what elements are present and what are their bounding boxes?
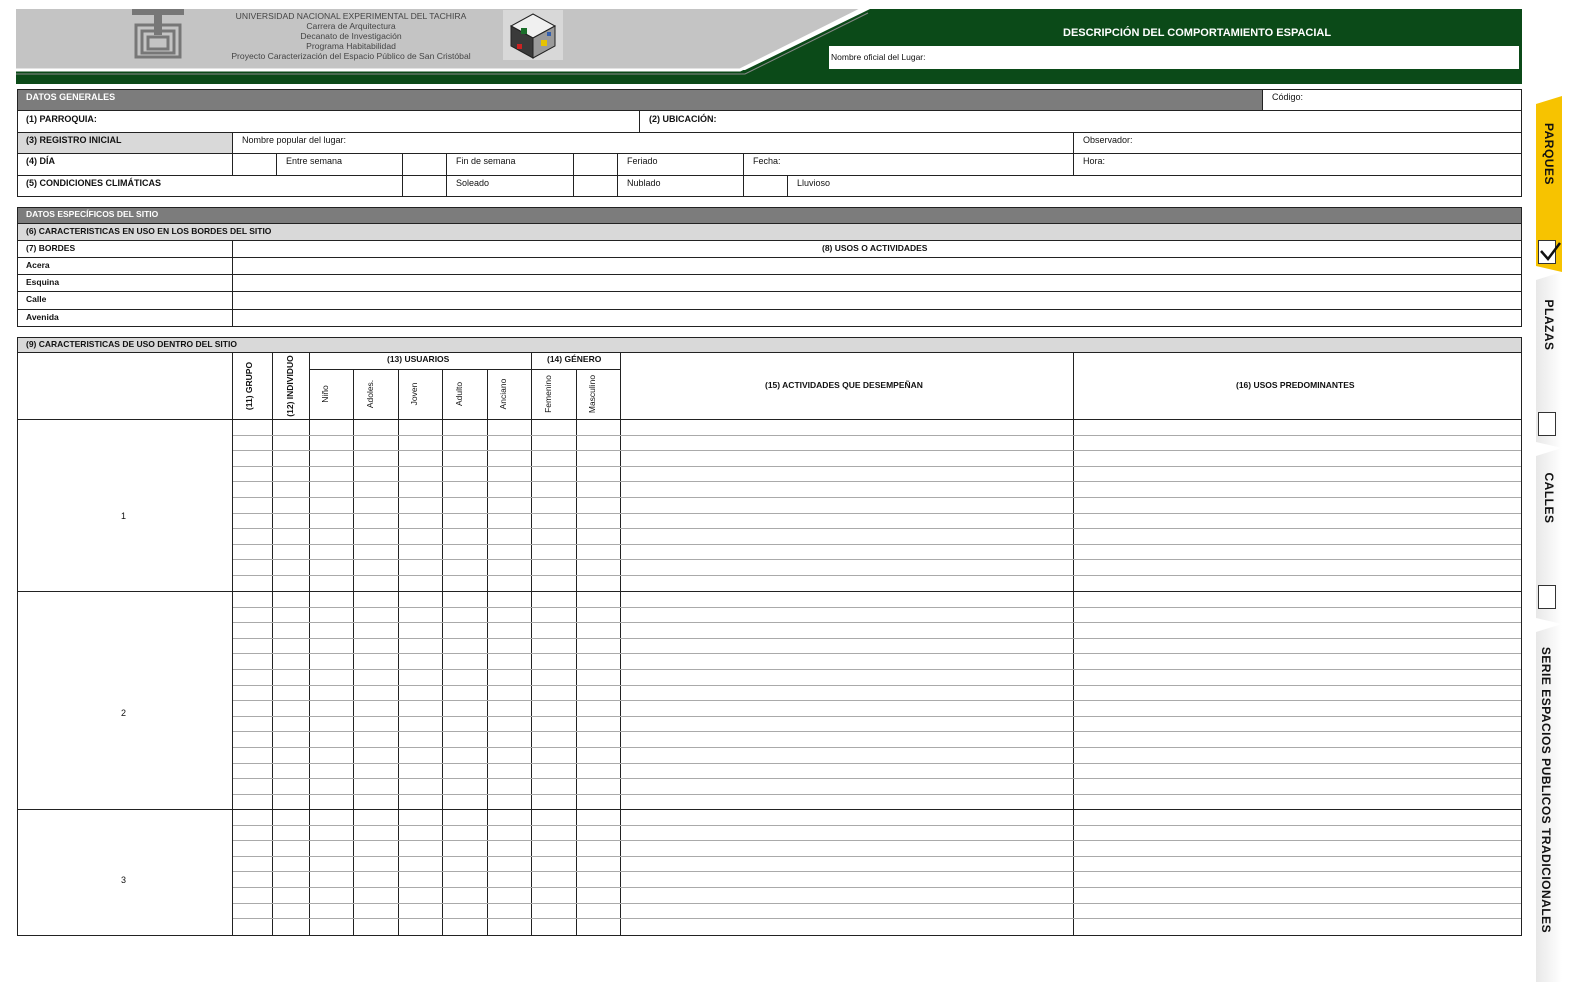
grid-line-h [17, 809, 1522, 810]
official-name-label[interactable]: Nombre oficial del Lugar: [831, 52, 926, 62]
grid-row-line [233, 887, 1521, 888]
grid-row-line [233, 840, 1521, 841]
soleado-option[interactable]: Soleado [456, 178, 490, 188]
grid-row-line [233, 638, 1521, 639]
genero-masculino: Masculino [587, 374, 597, 414]
nublado-option[interactable]: Nublado [627, 178, 661, 188]
grid-row-line [233, 794, 1521, 795]
grid-line-h [17, 419, 1522, 420]
fecha-field[interactable]: Fecha: [753, 156, 781, 166]
usos-column-header: (8) USOS O ACTIVIDADES [822, 243, 928, 253]
grid-row-line [233, 466, 1521, 467]
grid-row-line [233, 622, 1521, 623]
institution-name: UNIVERSIDAD NACIONAL EXPERIMENTAL DEL TACHIRA [235, 11, 467, 21]
grid-line-h [309, 369, 621, 370]
grid-line-v [620, 352, 621, 935]
dia-label: (4) DÍA [26, 156, 55, 166]
grid-line-v [487, 369, 488, 935]
grid-line-h [17, 352, 1522, 353]
grid-row-line [233, 528, 1521, 529]
lluvioso-option[interactable]: Lluvioso [797, 178, 831, 188]
parques-checkbox[interactable] [1538, 240, 1556, 264]
institution-project: Proyecto Caracterización del Espacio Público de San Cristóbal [231, 51, 471, 61]
grid-row-line [233, 903, 1521, 904]
grid-row-line [233, 685, 1521, 686]
block-number-2: 2 [121, 708, 127, 718]
grid-line-v [398, 369, 399, 935]
grid-row-line [233, 825, 1521, 826]
grid-row-line [233, 747, 1521, 748]
block-number-3: 3 [121, 875, 127, 885]
border-row-acera: Acera [26, 260, 50, 270]
usuario-adulto: Adulto [454, 381, 464, 407]
grid-line-v [531, 369, 532, 935]
grid-row-line [233, 669, 1521, 670]
grid-row-line [233, 871, 1521, 872]
border-row-avenida: Avenida [26, 312, 59, 322]
grid-line-h [17, 591, 1522, 592]
datos-generales-title: DATOS GENERALES [26, 92, 116, 102]
block-number-1: 1 [121, 511, 127, 521]
usos-predominantes-header: (16) USOS PREDOMINANTES [1236, 380, 1355, 390]
grid-line-v [442, 369, 443, 935]
individuo-header: (12) INDIVIDUO [285, 355, 295, 417]
grid-row-line [233, 544, 1521, 545]
grid-line-v [272, 352, 273, 935]
usuarios-header: (13) USUARIOS [387, 354, 450, 364]
side-tabs-background [1528, 96, 1587, 982]
tab-serie-espacios: SERIE ESPACIOS PUBLICOS TRADICIONALES [1539, 646, 1553, 934]
usuario-joven: Joven [409, 382, 419, 406]
usuario-adolescente: Adoles. [365, 379, 375, 409]
grid-row-line [233, 575, 1521, 576]
grid-row-line [233, 653, 1521, 654]
grupo-header: (11) GRUPO [244, 361, 254, 411]
grid-row-line [233, 513, 1521, 514]
project-cube-logo-icon [503, 10, 563, 60]
grid-line-v [531, 352, 532, 369]
genero-femenino: Femenino [543, 375, 553, 413]
ubicacion-field[interactable]: (2) UBICACIÓN: [649, 114, 717, 124]
grid-line-v [309, 352, 310, 935]
border-row-calle: Calle [26, 294, 47, 304]
usuario-nino: Niño [320, 385, 330, 403]
usuario-anciano: Anciano [498, 378, 508, 410]
entre-semana-option[interactable]: Entre semana [286, 156, 343, 166]
institution-career: Carrera de Arquitectura [306, 21, 396, 31]
border-row-esquina: Esquina [26, 277, 60, 287]
grid-row-line [233, 731, 1521, 732]
grid-row-line [233, 481, 1521, 482]
grid-row-line [233, 763, 1521, 764]
bordes-section-title: (6) CARACTERISTICAS EN USO EN LOS BORDES DEL SITIO [26, 226, 272, 236]
feriado-option[interactable]: Feriado [627, 156, 658, 166]
grid-row-line [233, 607, 1521, 608]
tab-plazas[interactable]: PLAZAS [1542, 299, 1556, 351]
grid-line-v [17, 337, 18, 935]
grid-row-line [233, 497, 1521, 498]
parroquia-field[interactable]: (1) PARROQUIA: [26, 114, 97, 124]
grid-line-v [232, 352, 233, 935]
dentro-title-shade [17, 337, 1522, 352]
actividades-header: (15) ACTIVIDADES QUE DESEMPEÑAN [765, 380, 923, 390]
grid-row-line [233, 700, 1521, 701]
institution-program: Programa Habitabilidad [306, 41, 396, 51]
fin-semana-option[interactable]: Fin de semana [456, 156, 516, 166]
institution-dean: Decanato de Investigación [300, 31, 402, 41]
calles-checkbox[interactable] [1538, 585, 1556, 609]
tab-calles[interactable]: CALLES [1542, 472, 1556, 524]
university-logo-icon [130, 9, 186, 59]
bordes-column-header: (7) BORDES [26, 243, 76, 253]
genero-header: (14) GÉNERO [547, 354, 602, 364]
plazas-checkbox[interactable] [1538, 412, 1556, 436]
grid-row-line [233, 856, 1521, 857]
hora-field[interactable]: Hora: [1083, 156, 1106, 166]
condiciones-climaticas-label: (5) CONDICIONES CLIMÁTICAS [26, 178, 161, 188]
grid-line-h [17, 935, 1522, 936]
check-mark-icon [1537, 237, 1561, 267]
form-title: DESCRIPCIÓN DEL COMPORTAMIENTO ESPACIAL [1063, 27, 1332, 39]
grid-row-line [233, 435, 1521, 436]
datos-generales-header [17, 89, 1262, 110]
nombre-popular-field[interactable]: Nombre popular del lugar: [242, 135, 347, 145]
tab-parques[interactable]: PARQUES [1542, 123, 1556, 185]
grid-line-v [1521, 337, 1522, 935]
grid-row-line [233, 716, 1521, 717]
datos-especificos-header [17, 207, 1522, 223]
grid-line-h [17, 337, 1522, 338]
grid-row-line [233, 450, 1521, 451]
dentro-section-title: (9) CARACTERISTICAS DE USO DENTRO DEL SITIO [26, 339, 237, 349]
grid-row-line [233, 778, 1521, 779]
grid-line-v [1073, 352, 1074, 935]
grid-line-v [353, 369, 354, 935]
codigo-field[interactable]: Código: [1272, 92, 1304, 102]
registro-inicial-label: (3) REGISTRO INICIAL [26, 135, 122, 145]
grid-row-line [233, 918, 1521, 919]
datos-especificos-title: DATOS ESPECÍFICOS DEL SITIO [26, 209, 159, 219]
grid-row-line [233, 559, 1521, 560]
observador-field[interactable]: Observador: [1083, 135, 1133, 145]
grid-line-v [576, 369, 577, 935]
